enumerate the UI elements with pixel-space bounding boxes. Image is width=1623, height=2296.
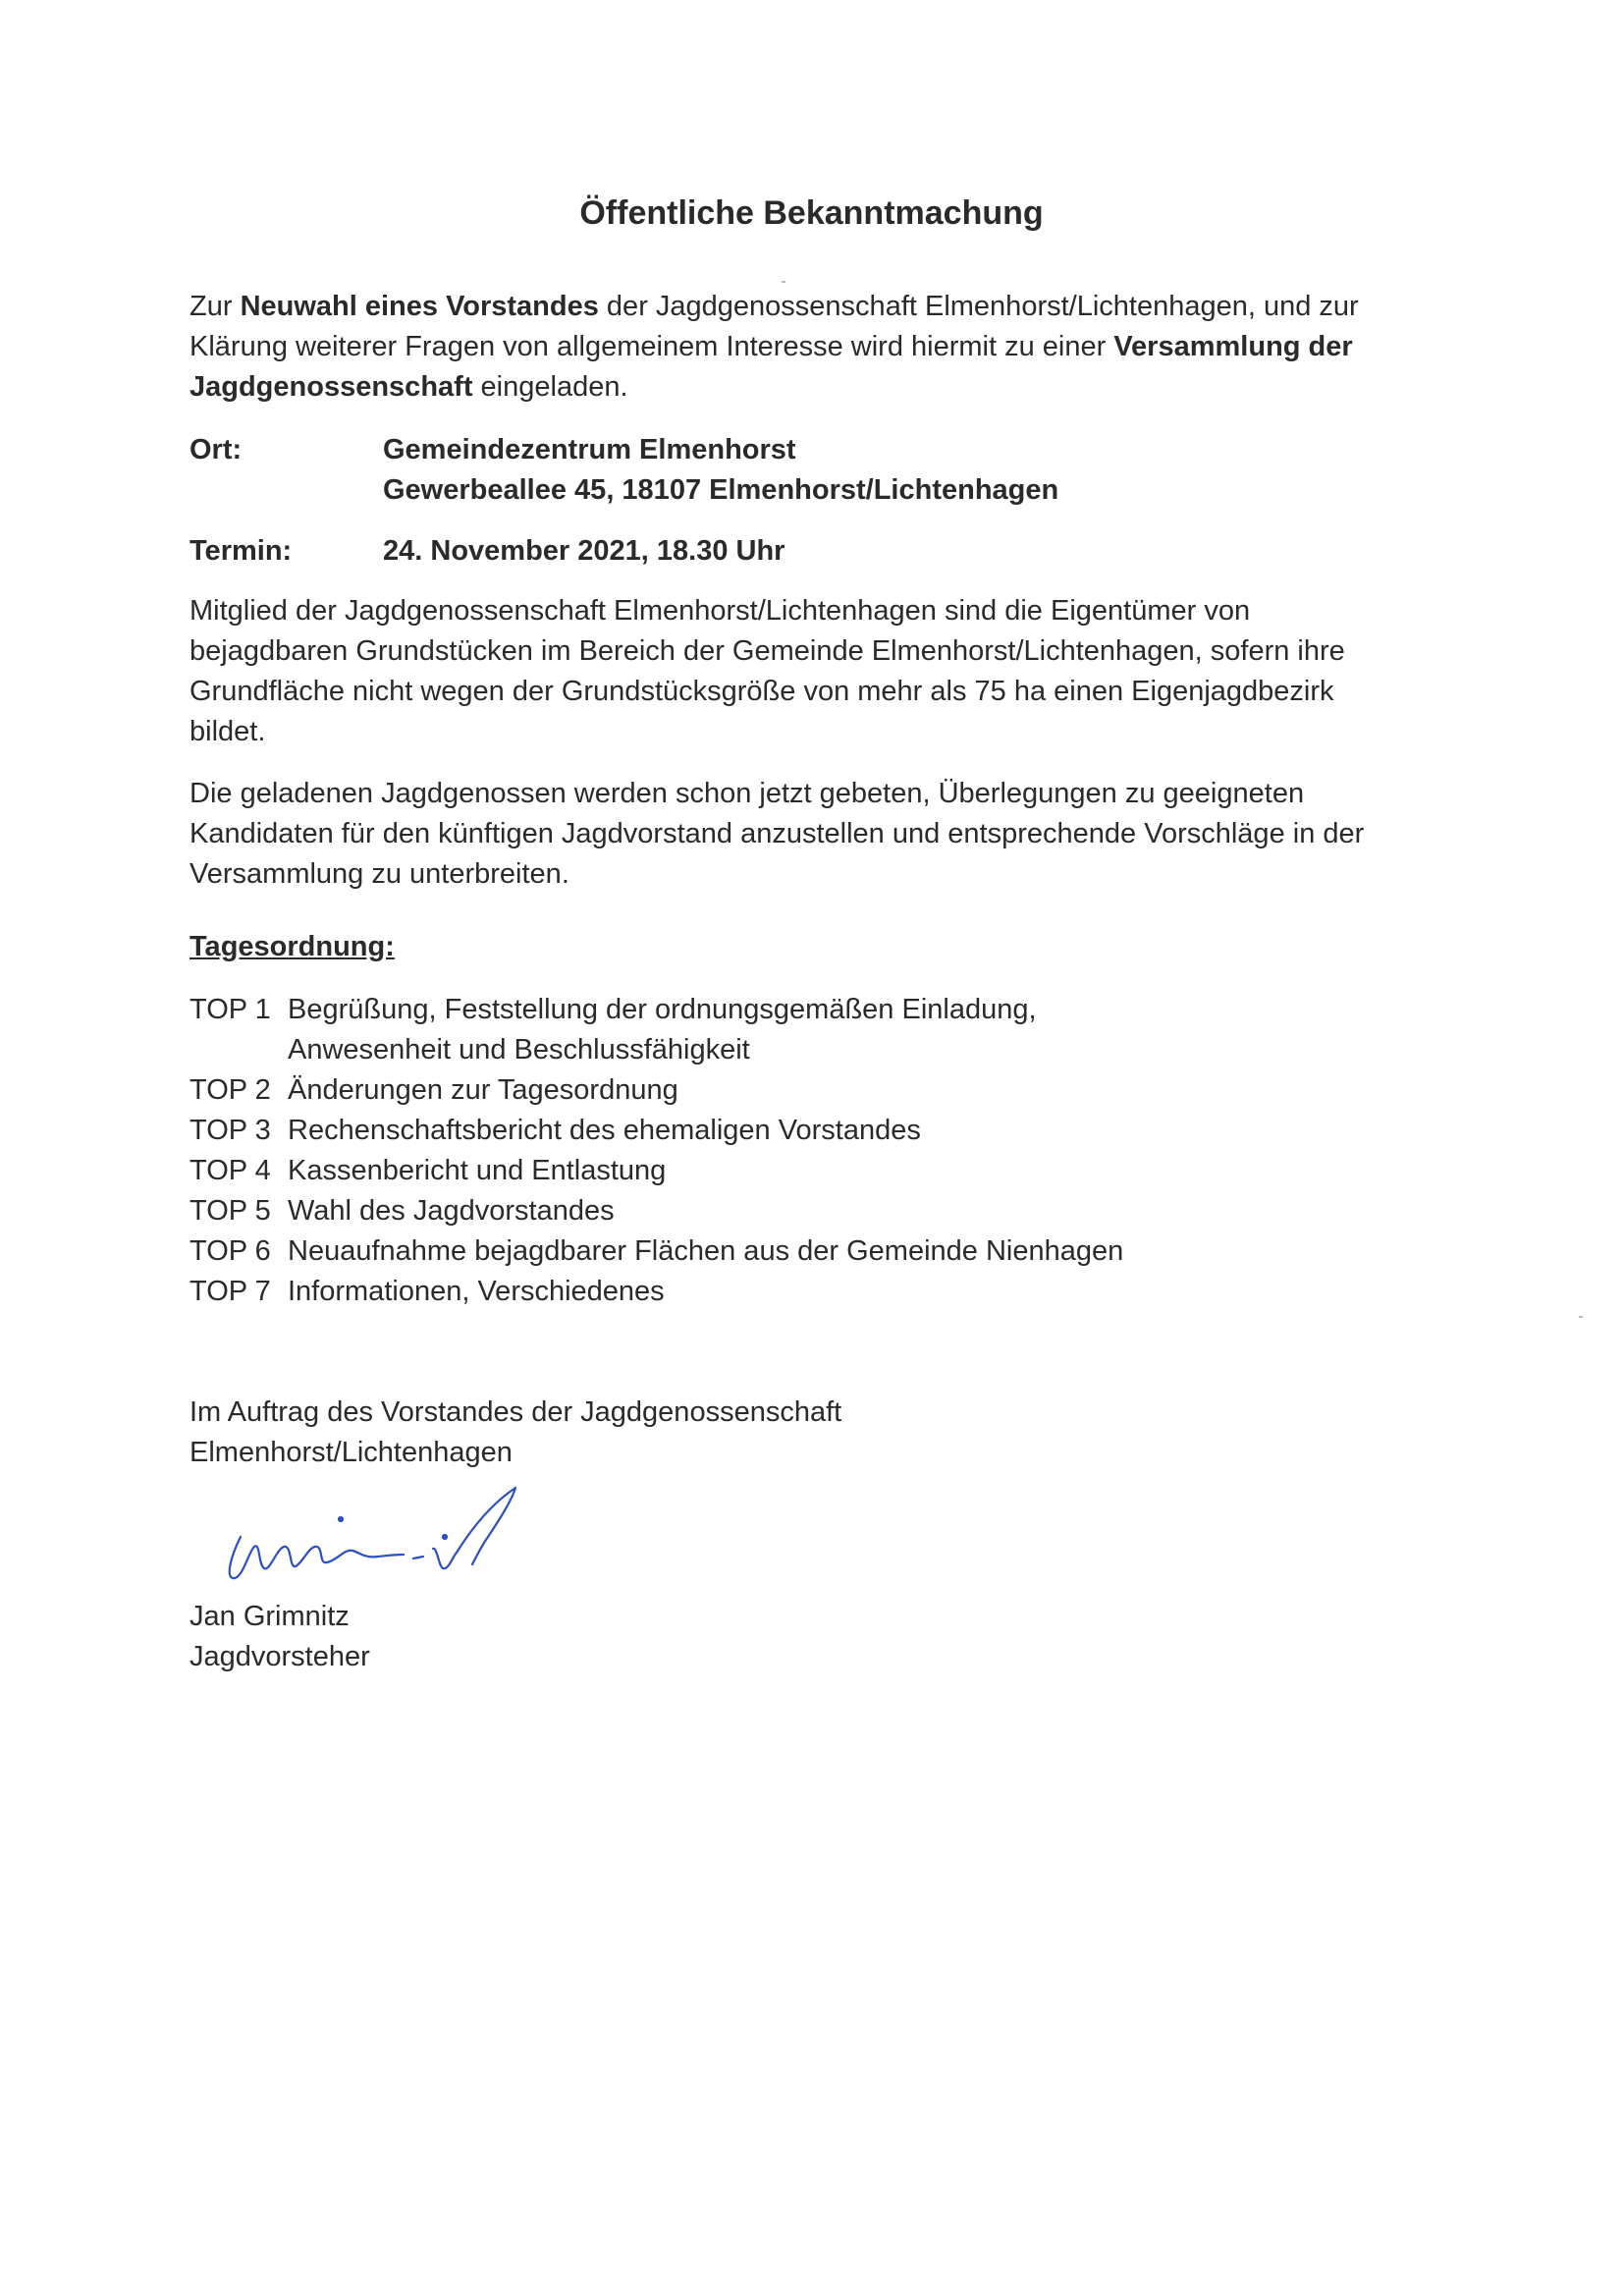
agenda-item [189, 1272, 1123, 1312]
membership-line: Grundfläche nicht wegen der Grundstücksgröße von mehr als 75 ha einen Eigenjagdbezirk [189, 676, 1334, 707]
agenda-text: Wahl des Jagdvorstandes [288, 1195, 615, 1227]
agenda-list [189, 990, 1123, 1312]
signature-strokes [230, 1488, 515, 1578]
intro-bold-1: Neuwahl eines Vorstandes [240, 291, 599, 322]
agenda-number: TOP 2 [189, 1074, 271, 1106]
intro-paragraph [189, 287, 1466, 408]
location-label: Ort: [189, 434, 243, 465]
agenda-item [189, 1070, 1123, 1111]
agenda-item [189, 1111, 1123, 1151]
agenda-number: TOP 3 [189, 1115, 271, 1146]
agenda-number: TOP 1 [189, 994, 271, 1025]
closing-line: Elmenhorst/Lichtenhagen [189, 1437, 513, 1468]
agenda-number: TOP 5 [189, 1195, 271, 1227]
closing-line: Im Auftrag des Vorstandes der Jagdgenossenschaft [189, 1396, 842, 1428]
agenda-number: TOP 4 [189, 1155, 271, 1186]
agenda-text: Änderungen zur Tagesordnung [288, 1074, 678, 1106]
intro-text-2: der Jagdgenossenschaft Elmenhorst/Lichtenhagen, und zur [598, 291, 1359, 322]
invitation-line: Versammlung zu unterbreiten. [189, 858, 569, 890]
membership-line: bejagdbaren Grundstücken im Bereich der Gemeinde Elmenhorst/Lichtenhagen, sofern ihre [189, 635, 1345, 667]
membership-line: Mitglied der Jagdgenossenschaft Elmenhorst/Lichtenhagen sind die Eigentümer von [189, 595, 1251, 627]
membership-line: bildet. [189, 716, 266, 747]
invitation-line: Die geladenen Jagdgenossen werden schon jetzt gebeten, Überlegungen zu geeigneten [189, 778, 1305, 809]
membership-paragraph [189, 591, 1466, 752]
intro-text-4: eingeladen. [472, 371, 628, 403]
closing-text [189, 1393, 841, 1473]
invitation-line: Kandidaten für den künftigen Jagdvorstand anzustellen und entsprechende Vorschläge in der [189, 818, 1365, 849]
agenda-item [189, 990, 1123, 1070]
handwritten-signature [221, 1478, 545, 1586]
document-title: Öffentliche Bekanntmachung [579, 194, 1044, 232]
agenda-heading: Tagesordnung: [189, 931, 395, 962]
location-line-2: Gewerbeallee 45, 18107 Elmenhorst/Lichtenhagen [383, 474, 1059, 506]
intro-text-1: Zur [189, 291, 241, 322]
intro-bold-3: Jagdgenossenschaft [189, 371, 473, 403]
signer-role: Jagdvorsteher [189, 1641, 370, 1672]
date-value: 24. November 2021, 18.30 Uhr [383, 535, 785, 567]
agenda-text-continued: Anwesenheit und Beschlussfähigkeit [288, 1034, 750, 1066]
signer-name: Jan Grimnitz [189, 1601, 350, 1632]
agenda-number: TOP 6 [189, 1235, 271, 1267]
agenda-text: Neuaufnahme bejagdbarer Flächen aus der Gemeinde Nienhagen [288, 1235, 1124, 1267]
agenda-text: Begrüßung, Feststellung der ordnungsgemäßen Einladung, [288, 994, 1037, 1025]
agenda-number: TOP 7 [189, 1276, 271, 1307]
agenda-item [189, 1151, 1123, 1191]
scan-speck [1579, 1316, 1583, 1318]
agenda-text: Kassenbericht und Entlastung [288, 1155, 667, 1186]
scan-speck [782, 281, 785, 283]
agenda-text: Informationen, Verschiedenes [288, 1276, 665, 1307]
intro-bold-2: Versammlung der [1113, 331, 1353, 362]
location-line-1: Gemeindezentrum Elmenhorst [383, 434, 796, 465]
agenda-item [189, 1231, 1123, 1272]
date-label: Termin: [189, 535, 293, 567]
agenda-text: Rechenschaftsbericht des ehemaligen Vorstandes [288, 1115, 921, 1146]
intro-text-3: Klärung weiterer Fragen von allgemeinem Interesse wird hiermit zu einer [189, 331, 1114, 362]
signer-block [189, 1597, 370, 1677]
agenda-item [189, 1191, 1123, 1231]
invitation-paragraph [189, 774, 1466, 895]
